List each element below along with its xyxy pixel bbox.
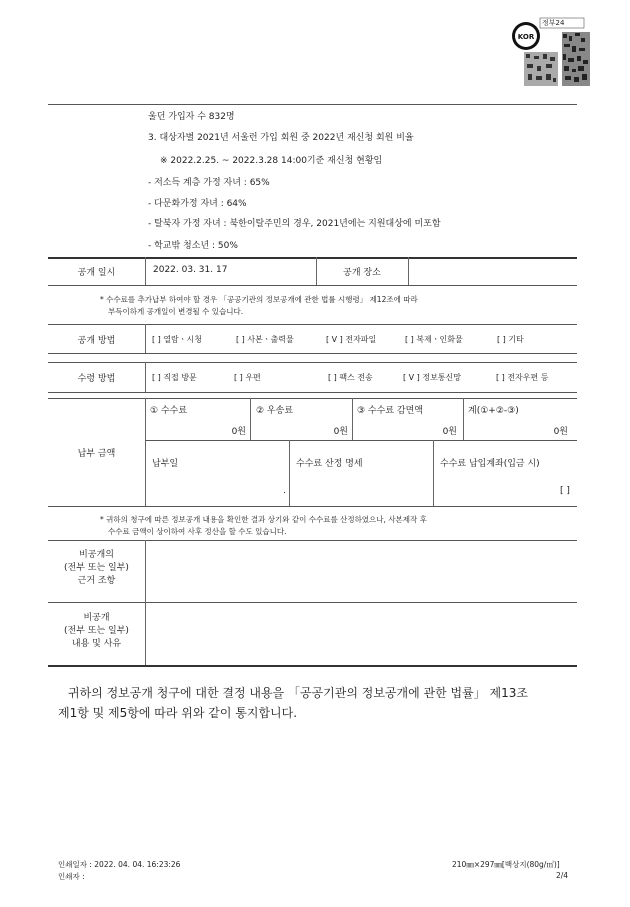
- vline-fee-3: [463, 398, 464, 440]
- footer-page: 2/4: [556, 871, 569, 880]
- vline-method: [145, 324, 146, 353]
- top-line-1: 울던 가입자 수 832명: [148, 112, 235, 122]
- vline-basis: [145, 540, 146, 602]
- disclosure-note-2: 부득이하게 공개일이 변경될 수 있습니다.: [108, 307, 244, 316]
- method-option-3[interactable]: [ V ] 전자파일: [326, 335, 377, 344]
- disclosure-note-1: * 수수료를 추가납부 하여야 할 경우 「공공기관의 정보공개에 관한 법률 시행령」 제12조에 따라: [100, 295, 418, 304]
- disclosure-date-label: 공개 일시: [77, 268, 116, 278]
- divider-receive-bottom: [48, 392, 577, 393]
- account-label: 수수료 납입계좌(입금 시): [440, 459, 540, 469]
- closing-line-2: 제1항 및 제5항에 따라 위와 같이 통지합니다.: [58, 706, 298, 720]
- fee-label: 납부 금액: [77, 449, 116, 459]
- account-checkbox[interactable]: [ ]: [560, 486, 570, 496]
- top-line-3: ※ 2022.2.25. ~ 2022.3.28 14:00기준 재신청 현황임: [160, 156, 383, 166]
- top-line-4: - 저소득 계층 가정 자녀 : 65%: [148, 178, 270, 188]
- fee-amount-2: 0원: [333, 427, 348, 437]
- receive-option-1[interactable]: [ ] 직접 방문: [152, 373, 197, 382]
- document-stamp: [506, 14, 594, 88]
- fee-header-2: ② 우송료: [256, 406, 294, 416]
- footer-paper: 210㎜×297㎜[백상지(80g/㎡)]: [452, 860, 560, 869]
- divider-date-bottom: [48, 285, 577, 286]
- receive-label: 수령 방법: [77, 374, 116, 384]
- reason-label-line-2: (전부 또는 일부): [64, 626, 129, 636]
- svg-text:KOR: KOR: [517, 33, 535, 41]
- receive-option-4[interactable]: [ V ] 정보통신망: [403, 373, 461, 382]
- method-option-5[interactable]: [ ] 기타: [497, 335, 524, 344]
- method-option-4[interactable]: [ ] 복제ㆍ인화물: [405, 335, 463, 344]
- pay-date-label: 납부일: [152, 459, 179, 469]
- closing-line-1: 귀하의 정보공개 청구에 대한 결정 내용을 「공공기관의 정보공개에 관한 법률」 제13조: [68, 686, 528, 700]
- reason-label: [48, 612, 145, 651]
- basis-label: [48, 549, 145, 588]
- footer-print-date: 인쇄일자 : 2022. 04. 04. 16:23:26: [58, 860, 181, 869]
- reason-label-line-1: 비공개: [83, 613, 110, 623]
- method-option-2[interactable]: [ ] 사본ㆍ출력물: [236, 335, 294, 344]
- fee-amount-3: 0원: [442, 427, 457, 437]
- footer-printer: 인쇄자 :: [58, 872, 85, 881]
- top-line-6: - 탈북자 가정 자녀 : 북한이탈주민의 경우, 2021년에는 지원대상에 미포함: [148, 219, 441, 229]
- basis-label-line-1: 비공개의: [79, 550, 114, 560]
- method-label: 공개 방법: [77, 336, 116, 346]
- top-border: [48, 104, 577, 105]
- divider-receive-top: [48, 362, 577, 363]
- divider-fee-bottom: [48, 506, 577, 507]
- basis-label-line-2: (전부 또는 일부): [64, 563, 129, 573]
- divider-disclosure: [48, 257, 577, 259]
- method-option-1[interactable]: [ ] 열람ㆍ시청: [152, 335, 202, 344]
- calc-label: 수수료 산정 명세: [296, 459, 363, 469]
- vline-fee: [145, 398, 146, 506]
- fee-note-1: * 귀하의 청구에 따른 정보공개 내용을 확인한 결과 상기와 같이 수수료를 산정하였으나, 사본제작 후: [100, 515, 427, 524]
- vline-date-3: [408, 257, 409, 285]
- divider-fee-top: [48, 398, 577, 399]
- fee-header-3: ③ 수수료 감면액: [357, 406, 423, 416]
- vline-fee-1: [250, 398, 251, 440]
- divider-method-top: [48, 324, 577, 325]
- vline-fee-5: [433, 440, 434, 506]
- divider-basis-bottom: [48, 602, 577, 603]
- divider-fee-mid: [145, 440, 577, 441]
- vline-fee-4: [289, 440, 290, 506]
- fee-header-1: ① 수수료: [150, 406, 188, 416]
- top-line-5: - 다문화가정 자녀 : 64%: [148, 199, 247, 209]
- disclosure-date-value: 2022. 03. 31. 17: [153, 265, 228, 275]
- vline-date: [145, 257, 146, 285]
- fee-header-4: 계(①+②-③): [468, 406, 519, 416]
- reason-label-line-3: 내용 및 사유: [71, 639, 122, 649]
- top-line-7: - 학교밖 청소년 : 50%: [148, 241, 238, 251]
- receive-option-3[interactable]: [ ] 팩스 전송: [328, 373, 373, 382]
- basis-label-line-3: 근거 조항: [77, 576, 116, 586]
- pay-date-dot: .: [283, 486, 286, 496]
- fee-note-2: 수수료 금액이 상이하여 사후 정산을 할 수도 있습니다.: [108, 527, 287, 536]
- receive-option-5[interactable]: [ ] 전자우편 등: [496, 373, 549, 382]
- vline-receive: [145, 362, 146, 392]
- receive-option-2[interactable]: [ ] 우편: [234, 373, 261, 382]
- vline-reason: [145, 602, 146, 665]
- fee-amount-4: 0원: [553, 427, 568, 437]
- divider-basis-top: [48, 540, 577, 541]
- disclosure-place-label: 공개 장소: [343, 268, 381, 278]
- fee-amount-1: 0원: [231, 427, 246, 437]
- divider-reason-bottom: [48, 665, 577, 667]
- top-line-2: 3. 대상자별 2021년 서울런 가입 회원 중 2022년 재신청 회원 비율: [148, 133, 414, 143]
- divider-method-bottom: [48, 353, 577, 354]
- stamp-brand: 정부24: [542, 19, 565, 27]
- vline-fee-2: [352, 398, 353, 440]
